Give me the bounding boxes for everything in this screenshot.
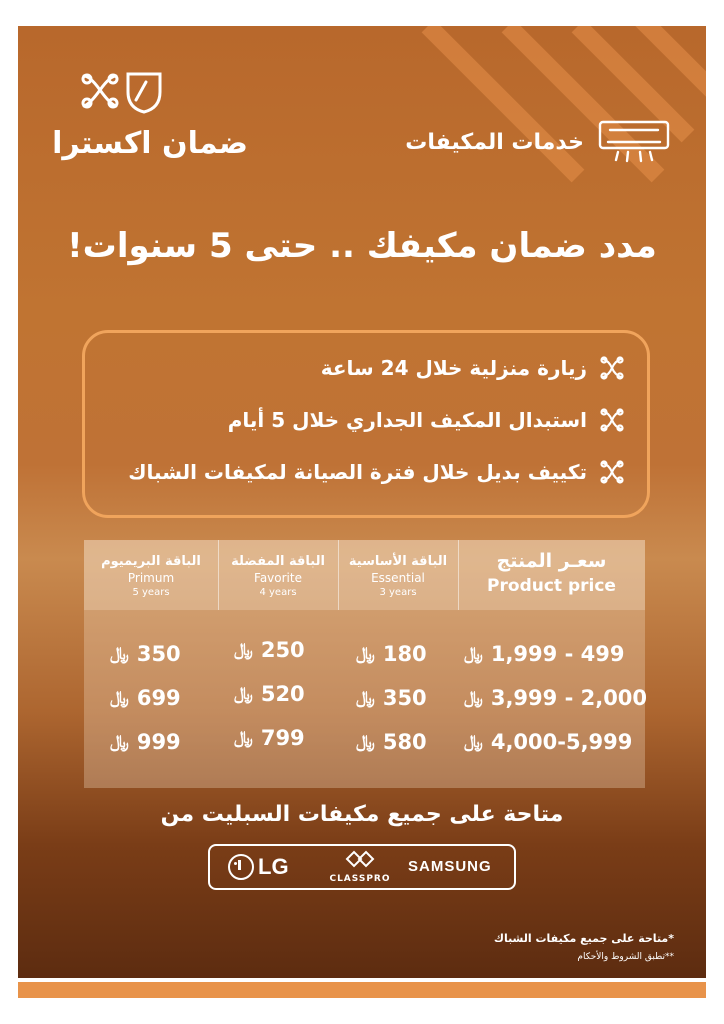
price-value: 999 [136, 730, 181, 754]
price-value: 350 [136, 642, 181, 666]
table-row-1-essential [356, 642, 427, 666]
riyal-icon: ﷼ [464, 688, 483, 708]
riyal-icon: ﷼ [110, 644, 129, 664]
price-value: 520 [260, 682, 305, 706]
features-box [82, 330, 650, 518]
feature-item [128, 459, 625, 485]
footnote-terms: **تطبق الشروط والأحكام [577, 952, 674, 962]
price-range: 499 - 1,999 [490, 642, 625, 666]
feature-item [321, 355, 625, 381]
service-header [405, 122, 670, 162]
plan-years: 5 years [132, 587, 170, 598]
riyal-icon: ﷼ [110, 688, 129, 708]
table-row-2-range [464, 686, 647, 710]
riyal-icon: ﷼ [464, 732, 483, 752]
headline: مدد ضمان مكيفك .. حتى 5 سنوات! [67, 226, 657, 266]
availability-text: متاحة على جميع مكيفات السبليت من [160, 802, 564, 827]
product-price-header [458, 550, 645, 596]
table-row-1-favorite [234, 638, 305, 662]
table-row-2-primum [110, 686, 181, 710]
plan-name-en: Primum [127, 571, 175, 585]
product-price-ar: سعـر المنتج [496, 550, 607, 572]
price-range: 4,000-5,999 [490, 730, 633, 754]
table-row-3-essential [356, 730, 427, 754]
riyal-icon: ﷼ [356, 732, 375, 752]
price-table [84, 540, 648, 788]
classpro-mark-icon [345, 850, 375, 868]
riyal-icon: ﷼ [234, 684, 253, 704]
price-value: 250 [260, 638, 305, 662]
table-row-3-range [464, 730, 632, 754]
price-value: 180 [382, 642, 427, 666]
poster [18, 26, 706, 978]
plan-years: 3 years [379, 587, 417, 598]
plan-header-primum [84, 554, 218, 598]
price-value: 699 [136, 686, 181, 710]
plan-header-favorite [218, 554, 338, 598]
price-value: 350 [382, 686, 427, 710]
lg-text: LG [258, 854, 289, 879]
plan-name-en: Essential [371, 571, 425, 585]
bottom-accent-bar [18, 982, 706, 998]
plan-years: 4 years [259, 587, 297, 598]
price-value: 799 [260, 726, 305, 750]
table-row-2-essential [356, 686, 427, 710]
lg-logo [228, 854, 289, 880]
plan-name-ar: الباقة البريميوم [101, 554, 201, 569]
table-row-3-primum [110, 730, 181, 754]
classpro-text: CLASSPRO [329, 874, 391, 884]
price-value: 580 [382, 730, 427, 754]
brand-logo [52, 70, 248, 170]
feature-item [228, 407, 625, 433]
x-mark-icon [599, 355, 625, 381]
lg-face-icon [228, 854, 254, 880]
plan-name-ar: الباقة الأساسية [348, 554, 448, 569]
brand-mark-icon [80, 70, 164, 114]
riyal-icon: ﷼ [356, 644, 375, 664]
table-row-1-primum [110, 642, 181, 666]
air-conditioner-icon [598, 120, 670, 164]
riyal-icon: ﷼ [464, 644, 483, 664]
plan-name-en: Favorite [254, 571, 302, 585]
product-price-en: Product price [487, 576, 616, 596]
price-range: 2,000 - 3,999 [490, 686, 648, 710]
table-row-3-favorite [234, 726, 305, 750]
plan-header-essential [338, 554, 458, 598]
brands-box [208, 844, 516, 890]
table-row-2-favorite [234, 682, 305, 706]
x-mark-icon [599, 407, 625, 433]
feature-text: زيارة منزلية خلال 24 ساعة [320, 356, 587, 380]
riyal-icon: ﷼ [110, 732, 129, 752]
riyal-icon: ﷼ [234, 728, 253, 748]
table-row-1-range [464, 642, 624, 666]
footnote-window-units: *متاحة على جميع مكيفات الشباك [493, 932, 674, 945]
riyal-icon: ﷼ [234, 640, 253, 660]
samsung-logo: SAMSUNG [408, 858, 492, 875]
classpro-logo [320, 850, 400, 884]
service-title: خدمات المكيفات [405, 129, 584, 155]
plan-name-ar: الباقة المفضلة [231, 554, 325, 569]
feature-text: تكييف بديل خلال فترة الصيانة لمكيفات الشباك [128, 460, 587, 484]
brand-name: ضمان اكسترا [52, 126, 248, 161]
feature-text: استبدال المكيف الجداري خلال 5 أيام [227, 408, 587, 432]
x-mark-icon [599, 459, 625, 485]
riyal-icon: ﷼ [356, 688, 375, 708]
